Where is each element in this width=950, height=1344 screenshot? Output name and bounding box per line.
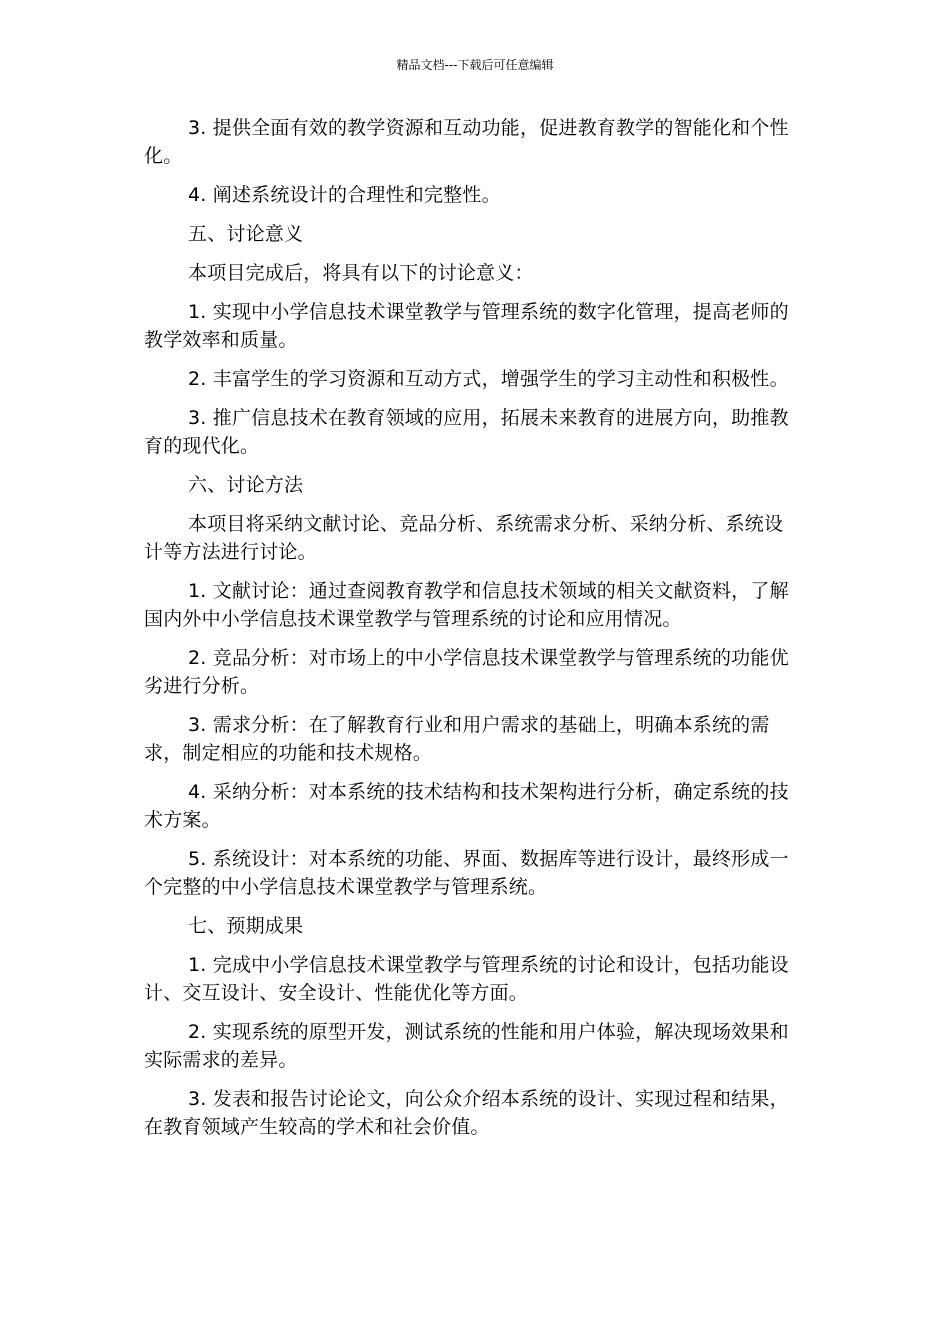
paragraph-significance-intro: 本项目完成后，将具有以下的讨论意义： — [188, 262, 534, 284]
paragraph-outcomes-2: 2. 实现系统的原型开发，测试系统的性能和用户体验，解决现场效果和实际需求的差异。 — [144, 1021, 789, 1071]
paragraph-methods-intro: 本项目将采纳文献讨论、竞品分析、系统需求分析、采纳分析、系统设计等方法进行讨论。 — [144, 513, 784, 563]
paragraph-outcomes-3: 3. 发表和报告讨论论文，向公众介绍本系统的设计、实现过程和结果，在教育领域产生较高的学术和社会价值。 — [144, 1088, 789, 1138]
page-header: 精品文档---下载后可任意编辑 — [396, 58, 554, 72]
section-heading-significance: 五、讨论意义 — [188, 223, 304, 245]
paragraph-significance-3: 3. 推广信息技术在教育领域的应用，拓展未来教育的进展方向，助推教育的现代化。 — [144, 407, 789, 457]
paragraph-objective-3: 3. 提供全面有效的教学资源和互动功能，促进教育教学的智能化和个性化。 — [144, 117, 789, 167]
paragraph-significance-2: 2. 丰富学生的学习资源和互动方式，增强学生的学习主动性和积极性。 — [188, 368, 789, 390]
paragraph-significance-1: 1. 实现中小学信息技术课堂教学与管理系统的数字化管理，提高老师的教学效率和质量。 — [144, 301, 789, 351]
paragraph-methods-1: 1. 文献讨论：通过查阅教育教学和信息技术领域的相关文献资料，了解国内外中小学信息技术课堂教学与管理系统的讨论和应用情况。 — [144, 580, 789, 630]
document-body — [144, 114, 800, 1152]
paragraph-outcomes-1: 1. 完成中小学信息技术课堂教学与管理系统的讨论和设计，包括功能设计、交互设计、安全设计、性能优化等方面。 — [144, 954, 789, 1004]
paragraph-methods-4: 4. 采纳分析：对本系统的技术结构和技术架构进行分析，确定系统的技术方案。 — [144, 781, 789, 831]
paragraph-methods-5: 5. 系统设计：对本系统的功能、界面、数据库等进行设计，最终形成一个完整的中小学信息技术课堂教学与管理系统。 — [144, 848, 789, 898]
paragraph-methods-3: 3. 需求分析：在了解教育行业和用户需求的基础上，明确本系统的需求，制定相应的功能和技术规格。 — [144, 714, 770, 764]
paragraph-objective-4: 4. 阐述系统设计的合理性和完整性。 — [188, 184, 501, 206]
section-heading-methods: 六、讨论方法 — [188, 474, 304, 496]
section-heading-outcomes: 七、预期成果 — [188, 915, 304, 937]
paragraph-methods-2: 2. 竞品分析：对市场上的中小学信息技术课堂教学与管理系统的功能优劣进行分析。 — [144, 647, 789, 697]
